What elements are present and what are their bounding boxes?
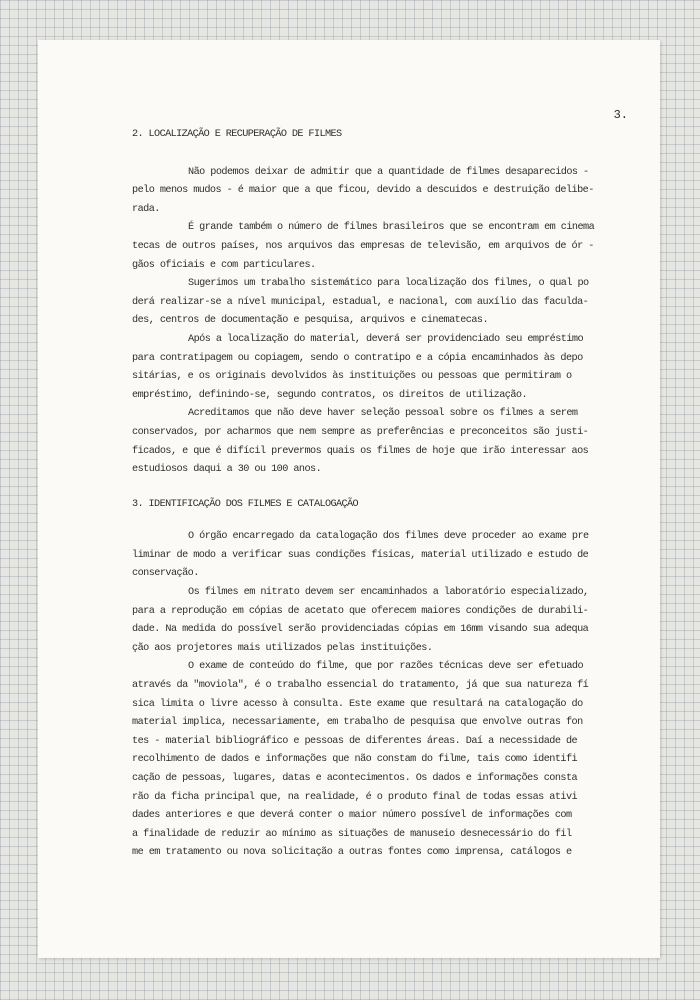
text-line: Acreditamos que não deve haver seleção pessoal sobre os filmes a serem (188, 408, 578, 420)
text-line: O exame de conteúdo do filme, que por razões técnicas deve ser efetuado (188, 661, 584, 673)
text-line: tes - material bibliográfico e pessoas de diferentes áreas. Daí a necessidade de (132, 735, 578, 747)
text-line: me em tratamento ou nova solicitação a outras fontes como imprensa, catálogos e (132, 847, 572, 859)
text-line: sica limita o livre acesso à consulta. Este exame que resultará na catalogação do (132, 698, 583, 710)
text-line: a finalidade de reduzir ao mínimo as situações de manuseio desnecessário do fil (132, 828, 572, 840)
text-line: tecas de outros países, nos arquivos das empresas de televisão, em arquivos de ór - (132, 240, 594, 252)
paragraph (132, 658, 627, 863)
text-line: rada. (132, 203, 160, 215)
document-page (38, 40, 660, 958)
text-line: Não podemos deixar de admitir que a quantidade de filmes desaparecidos - (188, 166, 589, 178)
paragraph (132, 405, 627, 479)
text-line: Sugerimos um trabalho sistemático para localização dos filmes, o qual po (188, 278, 589, 290)
paragraph (132, 275, 627, 331)
page-number: 3. (613, 108, 628, 122)
paragraph (132, 219, 627, 275)
paragraph (132, 584, 627, 658)
text-line: dades anteriores e que deverá conter o maior número possível de informações com (132, 810, 572, 822)
section-heading: 2. LOCALIZAÇÃO E RECUPERAÇÃO DE FILMES (132, 129, 342, 140)
text-line: estudiosos daqui a 30 ou 100 anos. (132, 464, 322, 476)
text-line: O órgão encarregado da catalogação dos filmes deve proceder ao exame pre (188, 531, 589, 543)
text-line: Os filmes em nitrato devem ser encaminhados a laboratório especializado, (188, 587, 589, 599)
text-line: Após a localização do material, deverá ser providenciado seu empréstimo (188, 333, 584, 345)
text-line: gãos oficiais e com particulares. (132, 259, 316, 271)
text-line: É grande também o número de filmes brasileiros que se encontram em cinema (188, 222, 595, 234)
text-line: rão da ficha principal que, na realidade, é o produto final de todas essas ativi (132, 791, 578, 803)
text-line: cação de pessoas, lugares, datas e acontecimentos. Os dados e informações consta (132, 773, 578, 784)
paragraph (132, 528, 627, 584)
text-line: conservados, por acharmos que nem sempre as preferências e preconceitos são justi- (132, 426, 589, 438)
text-line: pelo menos mudos - é maior que a que ficou, devido a descuidos e destruição delibe- (132, 185, 594, 197)
paragraph (132, 331, 627, 405)
text-line: material implica, necessariamente, em trabalho de pesquisa que envolve outras fon (132, 717, 583, 729)
text-line: empréstimo, definindo-se, segundo contratos, os direitos de utilização. (132, 389, 528, 401)
paragraph (132, 164, 627, 220)
text-line: des, centros de documentação e pesquisa, arquivos e cinematecas. (132, 315, 489, 327)
text-line: recolhimento de dados e informações que não constam do filme, tais como identifi (132, 754, 578, 766)
text-line: sitárias, e os originais devolvidos às instituições ou pessoas que permitiram o (132, 371, 572, 383)
text-line: derá realizar-se a nível municipal, estadual, e nacional, com auxílio das faculda- (132, 296, 589, 308)
document-body (132, 126, 627, 863)
text-line: ficados, e que é difícil prevermos quais os filmes de hoje que irão interessar aos (132, 445, 589, 457)
text-line: conservação. (132, 568, 199, 580)
text-line: através da "moviola", é o trabalho essencial do tratamento, já que sua natureza fí (132, 680, 589, 692)
section-heading: 3. IDENTIFICAÇÃO DOS FILMES E CATALOGAÇÃO (132, 498, 359, 510)
text-line: para a reprodução em cópias de acetato que oferecem maiores condições de durabili- (132, 605, 589, 617)
text-line: dade. Na medida do possível serão providenciadas cópias em 16mm visando sua adequa (132, 624, 589, 636)
text-line: para contratipagem ou copiagem, sendo o contratipo e a cópia encaminhados às depo (132, 352, 583, 364)
text-line: liminar de modo a verificar suas condições físicas, material utilizado e estudo de (132, 549, 589, 561)
text-line: ção aos projetores mais utilizados pelas instituições. (132, 642, 433, 654)
